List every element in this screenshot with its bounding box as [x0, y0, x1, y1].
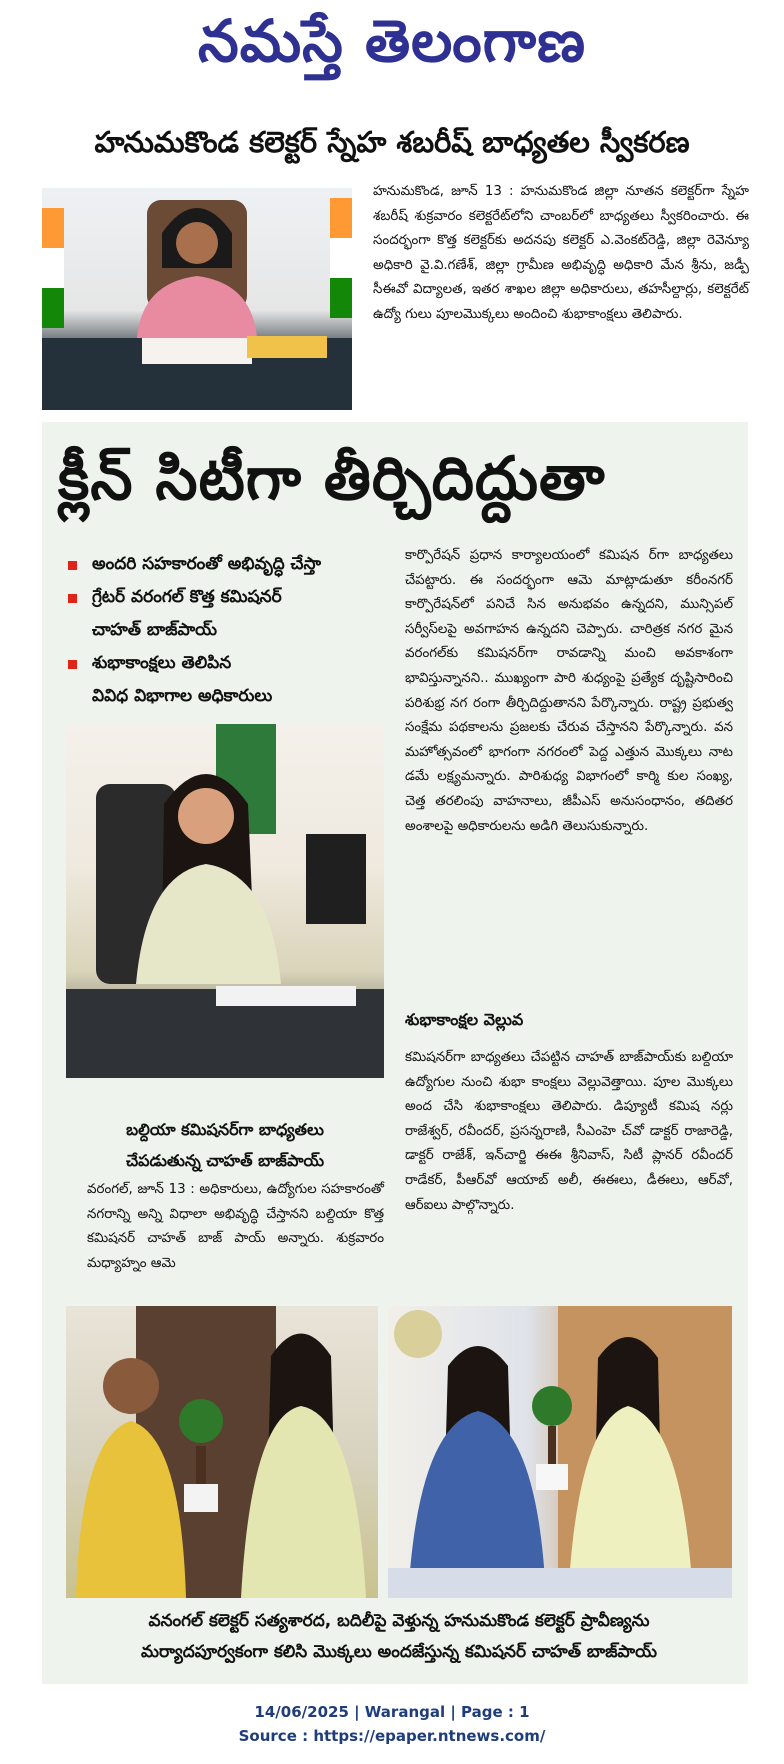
story2-headline: క్లీన్ సిటీగా తీర్చిదిద్దుతా	[58, 444, 606, 514]
plant-handover-photo-left	[66, 1306, 378, 1598]
collector-photo	[42, 188, 352, 410]
page-footer	[0, 1700, 784, 1748]
bullet-square-icon	[68, 660, 77, 669]
story2-body-part1: వరంగల్, జూన్ 13 : అధికారులు, ఉద్యోగుల సహకారంతో నగరాన్ని అన్ని విధాలా అభివృద్ధి చేస్తానని బల్దియా కొత్త కమిషనర్ చాహత్ బాజ్ పాయ్ అన్నారు. శుక్రవారం మధ్యాహ్నం ఆమె	[87, 1182, 384, 1271]
highlight-item: అందరి సహకారంతో అభివృద్ధి చేస్తా	[64, 548, 404, 581]
edition-info: 14/06/2025 | Warangal | Page : 1	[254, 1703, 530, 1721]
story1-body: హనుమకొండ, జూన్ 13 : హనుమకొండ జిల్లా నూతన కలెక్టర్‌గా స్నేహ శబరీష్ శుక్రవారం కలెక్టరేట్‌లోని చాంబర్‌లో బాధ్యతలు స్వీకరించారు. ఈ సందర్భంగా కొత్త కలెక్టర్‌కు అదనపు కలెక్టర్ ఎ.వెంకట్‌రెడ్డి, జిల్లా రెవెన్యూ అధికారి వై.వి.గణేశ్, జిల్లా గ్రామీణ అభివృద్ధి అధికారి మేన శ్రీను, జడ్పీ సీఈవో విద్యాలత, ఇతర శాఖల జిల్లా అధికారులు, తహసీల్దార్లు, కలెక్టరేట్ ఉద్యో గులు పూలమొక్కలు అందించి శుభాకాంక్షలు తెలిపారు.	[373, 184, 749, 322]
story2-body-part2: కార్పొరేషన్ ప్రధాన కార్యాలయంలో కమిషన ర్‌గా బాధ్యతలు చేపట్టారు. ఈ సందర్భంగా ఆమె మాట్లాడుతూ కరీంనగర్ కార్పొరేషన్‌లో పనిచే సిన అనుభవం ఉన్నదని, మున్సిపల్ సర్వీస్‌లపై అవగాహన ఉన్నదని చెప్పారు. చారిత్రక నగర మైన వరంగల్‌కు కమిషనర్‌గా రావడాన్ని మంచి అవకాశంగా భావిస్తున్నానని.. ముఖ్యంగా పారి శుధ్యంపై ప్రత్యేక దృష్టిసారించి పరిశుభ్ర నగ రంగా తీర్చిదిద్దుతానని పేర్కొన్నారు. రాష్ట్ర ప్రభుత్వ సంక్షేమ పథకాలను ప్రజలకు చేరువ చేస్తానని పేర్కొన్నారు. వన మహోత్సవంలో భాగంగా నగరంలో పెద్ద ఎత్తున మొక్కలు నాట డమే లక్ష్యమన్నారు. పారిశుధ్య విభాగంలో కార్మి కుల సంఖ్య, చెత్త తరలింపు వాహనాలు, జీపీఎస్ అనుసంధానం, తదితర అంశాలపై అధికారులను అడిగి తెలుసుకున్నారు.	[405, 548, 733, 834]
highlight-item: శుభాకాంక్షలు తెలిపిన	[64, 647, 404, 680]
bullet-square-icon	[68, 561, 77, 570]
highlight-item-continued: చాహత్ బాజ్‌పాయ్	[92, 620, 217, 640]
commissioner-photo-caption: బల్దియా కమిషనర్‌గా బాధ్యతలు చేపడుతున్న చాహత్ బాజ్‌పాయ్	[125, 1120, 325, 1170]
bullet-square-icon	[68, 594, 77, 603]
highlight-item: గ్రేటర్ వరంగల్ కొత్త కమిషనర్	[64, 581, 404, 614]
newspaper-masthead: నమస్తే తెలంగాణ	[198, 7, 586, 75]
commissioner-photo	[66, 724, 384, 1078]
story1-headline: హనుమకొండ కలెక్టర్ స్నేహ శబరీష్ బాధ్యతల స్వీకరణ	[94, 125, 690, 159]
story2-body-part3: కమిషనర్‌గా బాధ్యతలు చేపట్టిన చాహత్ బాజ్‌పాయ్‌కు బల్దియా ఉద్యోగుల నుంచి శుభా కాంక్షలు వెల్లువెత్తాయి. పూల మొక్కలు అంద చేసి శుభాకాంక్షలు తెలిపారు. డిప్యూటీ కమిష నర్లు రాజేశ్వర్, రవీందర్, ప్రసన్నరాణి, సీఎంహె చ్‌వో డాక్టర్ రాజారెడ్డి, డాక్టర్ రాజేశ్, ఇన్‌చార్జి ఈఈ శ్రీనివాస్, సిటీ ప్లానర్ రవీందర్ రాడేకర్, పీఆర్‌వో ఆయాబ్ అలీ, ఈఈలు, డీఈలు, ఆర్‌వో, ఆర్‌ఐలు పాల్గొన్నారు.	[405, 1050, 733, 1213]
story2-highlights	[64, 548, 404, 713]
bottom-photo-caption: వనంగల్ కలెక్టర్ సత్యశారద, బదిలీపై వెళ్తున్న హనుమకొండ కలెక్టర్ ప్రావీణ్యను మర్యాదపూర్వకంగా కలిసి మొక్కలు అందజేస్తున్న కమిషనర్ చాహత్ బాజ్‌పాయ్	[141, 1611, 657, 1662]
source-link[interactable]: Source : https://epaper.ntnews.com/	[238, 1727, 546, 1745]
story2-subheading: శుభాకాంక్షల వెల్లువ	[405, 1010, 524, 1029]
plant-handover-photo-right	[388, 1306, 732, 1598]
highlight-item-continued: వివిధ విభాగాల అధికారులు	[92, 686, 273, 706]
